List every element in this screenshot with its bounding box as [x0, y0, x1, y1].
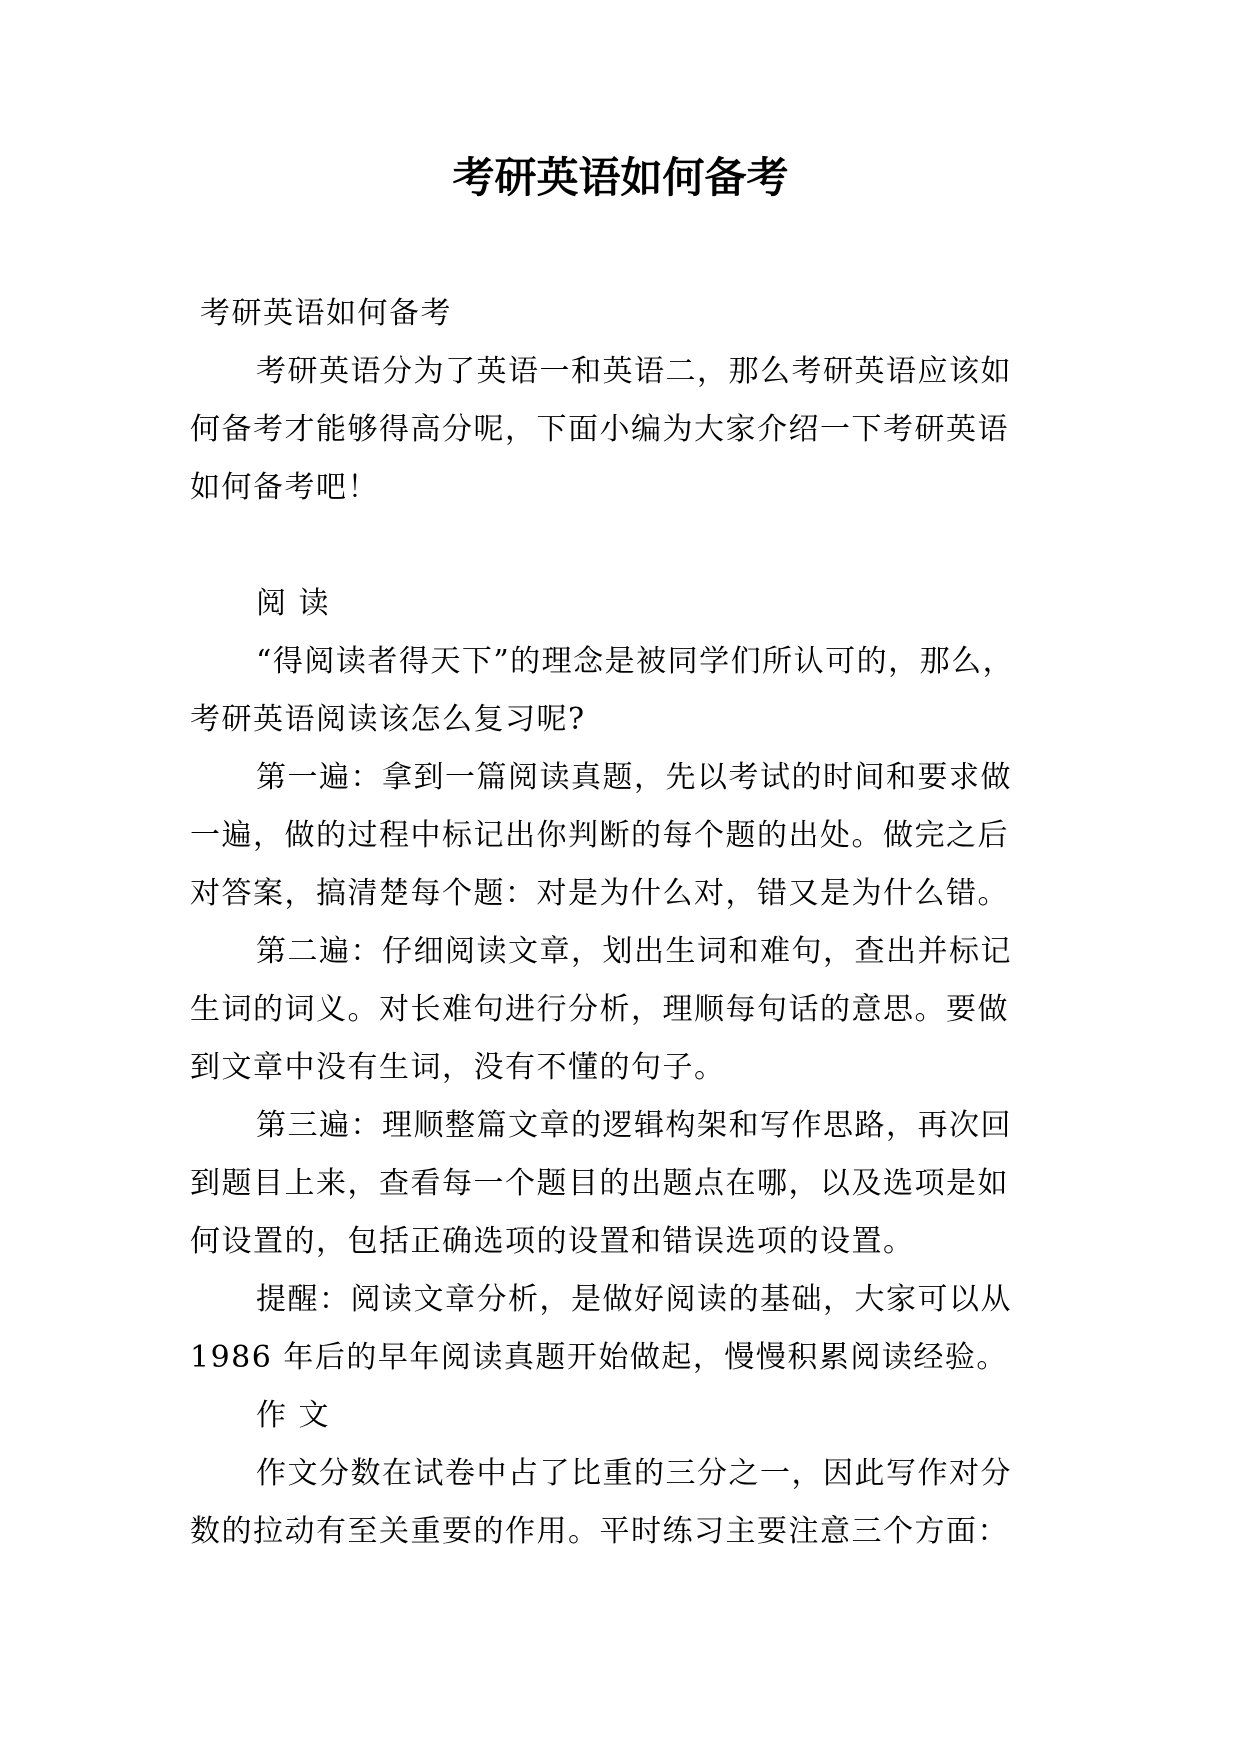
second-pass-line-3: 到文章中没有生词，没有不懂的句子。 — [190, 1050, 726, 1085]
intro-line-3: 如何备考吧！ — [190, 470, 379, 505]
intro-line-2: 何备考才能够得高分呢，下面小编为大家介绍一下考研英语 — [190, 412, 1009, 447]
reading-para-1-line-2: 考研英语阅读该怎么复习呢? — [190, 702, 586, 737]
first-pass-line-1: 第一遍：拿到一篇阅读真题，先以考试的时间和要求做 — [256, 760, 1012, 795]
section-heading-writing: 作 文 — [256, 1398, 331, 1433]
page-title: 考研英语如何备考 — [452, 153, 789, 202]
writing-para-line-2: 数的拉动有至关重要的作用。平时练习主要注意三个方面： — [190, 1514, 1009, 1549]
blank-line — [190, 517, 1050, 575]
third-pass-line-1: 第三遍：理顺整篇文章的逻辑构架和写作思路，再次回 — [256, 1108, 1012, 1143]
reminder-line-1: 提醒：阅读文章分析，是做好阅读的基础，大家可以从 — [256, 1282, 1012, 1317]
first-pass-line-2: 一遍，做的过程中标记出你判断的每个题的出处。做完之后 — [190, 818, 1009, 853]
third-pass-line-3: 何设置的，包括正确选项的设置和错误选项的设置。 — [190, 1224, 915, 1259]
document-body — [190, 285, 1050, 1561]
second-pass-line-1: 第二遍：仔细阅读文章，划出生词和难句，查出并标记 — [256, 934, 1012, 969]
reading-para-1-line-1: “得阅读者得天下”的理念是被同学们所认可的，那么， — [256, 644, 1015, 679]
writing-para-line-1: 作文分数在试卷中占了比重的三分之一，因此写作对分 — [256, 1456, 1012, 1491]
reminder-line-2: 1986 年后的早年阅读真题开始做起，慢慢积累阅读经验。 — [190, 1340, 1008, 1375]
section-heading-reading: 阅 读 — [256, 586, 331, 621]
subtitle-line: 考研英语如何备考 — [200, 296, 452, 331]
intro-line-1: 考研英语分为了英语一和英语二，那么考研英语应该如 — [256, 354, 1012, 389]
third-pass-line-2: 到题目上来，查看每一个题目的出题点在哪，以及选项是如 — [190, 1166, 1009, 1201]
second-pass-line-2: 生词的词义。对长难句进行分析，理顺每句话的意思。要做 — [190, 992, 1009, 1027]
first-pass-line-3: 对答案，搞清楚每个题：对是为什么对，错又是为什么错。 — [190, 876, 1009, 911]
